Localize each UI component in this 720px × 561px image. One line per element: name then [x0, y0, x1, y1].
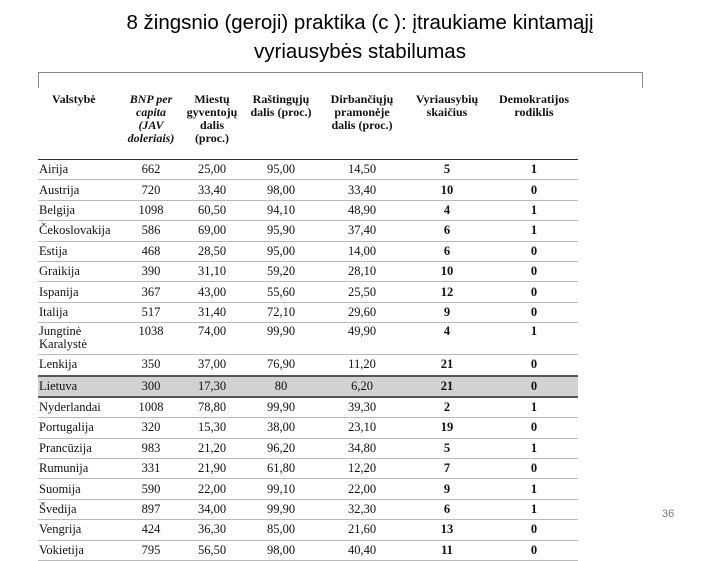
- data-table: [38, 93, 578, 561]
- cell-democracy: 1: [490, 160, 578, 180]
- cell-democracy: 0: [490, 376, 578, 397]
- cell-industry: 48,90: [320, 200, 404, 220]
- header-governments: Vyriausybių skaičius: [404, 93, 490, 160]
- cell-urban: 31,40: [182, 302, 242, 322]
- cell-literate: 55,60: [242, 282, 320, 302]
- cell-literate: 95,00: [242, 241, 320, 261]
- cell-urban: 15,30: [182, 418, 242, 438]
- cell-country: Lenkija: [38, 355, 120, 376]
- cell-bnp: 586: [120, 221, 182, 241]
- cell-governments: 19: [404, 418, 490, 438]
- cell-literate: 61,80: [242, 459, 320, 479]
- header-urban: Miestų gyventojų dalis (proc.): [182, 93, 242, 160]
- cell-country: Suomija: [38, 479, 120, 499]
- cell-governments: 10: [404, 261, 490, 281]
- header-bnp: BNP per capita (JAV doleriais): [120, 93, 182, 160]
- table-row: [38, 261, 578, 281]
- cell-bnp: 590: [120, 479, 182, 499]
- cell-urban: 69,00: [182, 221, 242, 241]
- cell-democracy: 1: [490, 200, 578, 220]
- cell-country: Ispanija: [38, 282, 120, 302]
- cell-democracy: 0: [490, 520, 578, 540]
- header-industry: Dirbančiųjų pramonėje dalis (proc.): [320, 93, 404, 160]
- cell-literate: 80: [242, 376, 320, 397]
- table-row: [38, 540, 578, 560]
- cell-urban: 17,30: [182, 376, 242, 397]
- cell-country: Nyderlandai: [38, 397, 120, 418]
- cell-industry: 22,00: [320, 479, 404, 499]
- cell-literate: 85,00: [242, 520, 320, 540]
- cell-literate: 59,20: [242, 261, 320, 281]
- cell-urban: 21,20: [182, 438, 242, 458]
- cell-democracy: 0: [490, 459, 578, 479]
- cell-urban: 74,00: [182, 323, 242, 355]
- cell-industry: 32,30: [320, 499, 404, 519]
- cell-governments: 6: [404, 499, 490, 519]
- cell-governments: 6: [404, 221, 490, 241]
- cell-governments: 13: [404, 520, 490, 540]
- cell-urban: 37,00: [182, 355, 242, 376]
- table-row: [38, 180, 578, 200]
- cell-governments: 5: [404, 160, 490, 180]
- table-row: [38, 479, 578, 499]
- header-literate: Raštingųjų dalis (proc.): [242, 93, 320, 160]
- cell-literate: 95,90: [242, 221, 320, 241]
- cell-democracy: 1: [490, 397, 578, 418]
- cell-democracy: 0: [490, 418, 578, 438]
- cell-bnp: 320: [120, 418, 182, 438]
- cell-democracy: 0: [490, 302, 578, 322]
- slide-title-line-2: vyriausybės stabilumas: [254, 40, 466, 63]
- cell-country: Estija: [38, 241, 120, 261]
- cell-country: Jungtinė Karalystė: [38, 323, 120, 355]
- cell-governments: 7: [404, 459, 490, 479]
- cell-industry: 33,40: [320, 180, 404, 200]
- cell-industry: 39,30: [320, 397, 404, 418]
- cell-literate: 98,00: [242, 540, 320, 560]
- cell-bnp: 1008: [120, 397, 182, 418]
- table-row: [38, 459, 578, 479]
- cell-literate: 99,90: [242, 397, 320, 418]
- cell-industry: 49,90: [320, 323, 404, 355]
- cell-bnp: 424: [120, 520, 182, 540]
- cell-governments: 21: [404, 355, 490, 376]
- cell-country: Prancūzija: [38, 438, 120, 458]
- cell-industry: 11,20: [320, 355, 404, 376]
- cell-democracy: 1: [490, 479, 578, 499]
- cell-democracy: 0: [490, 180, 578, 200]
- cell-literate: 38,00: [242, 418, 320, 438]
- cell-urban: 78,80: [182, 397, 242, 418]
- cell-country: Lietuva: [38, 376, 120, 397]
- cell-governments: 4: [404, 323, 490, 355]
- cell-bnp: 468: [120, 241, 182, 261]
- cell-governments: 21: [404, 376, 490, 397]
- table-row: [38, 397, 578, 418]
- cell-industry: 12,20: [320, 459, 404, 479]
- cell-governments: 9: [404, 302, 490, 322]
- cell-country: Austrija: [38, 180, 120, 200]
- cell-democracy: 1: [490, 221, 578, 241]
- cell-democracy: 0: [490, 355, 578, 376]
- cell-bnp: 517: [120, 302, 182, 322]
- table-row: [38, 221, 578, 241]
- cell-country: Švedija: [38, 499, 120, 519]
- header-democracy: Demokratijos rodiklis: [490, 93, 578, 160]
- cell-governments: 12: [404, 282, 490, 302]
- cell-urban: 36,30: [182, 520, 242, 540]
- table-row: [38, 499, 578, 519]
- cell-democracy: 1: [490, 323, 578, 355]
- table-row: [38, 302, 578, 322]
- cell-democracy: 0: [490, 261, 578, 281]
- cell-bnp: 1038: [120, 323, 182, 355]
- cell-urban: 60,50: [182, 200, 242, 220]
- cell-democracy: 0: [490, 282, 578, 302]
- cell-governments: 6: [404, 241, 490, 261]
- cell-country: Vokietija: [38, 540, 120, 560]
- table-header-row: [38, 93, 578, 160]
- cell-urban: 33,40: [182, 180, 242, 200]
- cell-urban: 34,00: [182, 499, 242, 519]
- cell-literate: 94,10: [242, 200, 320, 220]
- cell-urban: 31,10: [182, 261, 242, 281]
- slide-title-line-1: 8 žingsnio (geroji) praktika (c ): įtraukiame kintamąjį: [126, 11, 594, 34]
- cell-literate: 99,90: [242, 323, 320, 355]
- table-row: [38, 438, 578, 458]
- cell-governments: 5: [404, 438, 490, 458]
- cell-literate: 95,00: [242, 160, 320, 180]
- cell-democracy: 0: [490, 241, 578, 261]
- cell-governments: 11: [404, 540, 490, 560]
- cell-literate: 96,20: [242, 438, 320, 458]
- cell-industry: 23,10: [320, 418, 404, 438]
- cell-bnp: 1098: [120, 200, 182, 220]
- cell-industry: 14,00: [320, 241, 404, 261]
- page-number: 36: [662, 508, 675, 520]
- cell-country: Italija: [38, 302, 120, 322]
- table-row: [38, 200, 578, 220]
- cell-democracy: 0: [490, 540, 578, 560]
- cell-urban: 56,50: [182, 540, 242, 560]
- cell-bnp: 367: [120, 282, 182, 302]
- cell-bnp: 350: [120, 355, 182, 376]
- cell-industry: 6,20: [320, 376, 404, 397]
- cell-bnp: 897: [120, 499, 182, 519]
- cell-industry: 40,40: [320, 540, 404, 560]
- header-country: Valstybė: [38, 93, 120, 160]
- slide-title: [0, 8, 720, 66]
- cell-industry: 28,10: [320, 261, 404, 281]
- cell-industry: 29,60: [320, 302, 404, 322]
- table-row: [38, 160, 578, 180]
- cell-democracy: 1: [490, 499, 578, 519]
- cell-bnp: 390: [120, 261, 182, 281]
- cell-urban: 22,00: [182, 479, 242, 499]
- table-frame: [38, 72, 643, 88]
- cell-urban: 25,00: [182, 160, 242, 180]
- cell-country: Graikija: [38, 261, 120, 281]
- cell-bnp: 331: [120, 459, 182, 479]
- cell-urban: 43,00: [182, 282, 242, 302]
- cell-democracy: 1: [490, 438, 578, 458]
- table-row: [38, 282, 578, 302]
- cell-literate: 99,90: [242, 499, 320, 519]
- cell-bnp: 795: [120, 540, 182, 560]
- cell-literate: 98,00: [242, 180, 320, 200]
- cell-literate: 76,90: [242, 355, 320, 376]
- table-row: [38, 418, 578, 438]
- table-row: [38, 355, 578, 376]
- table-row: [38, 520, 578, 540]
- cell-bnp: 662: [120, 160, 182, 180]
- cell-governments: 4: [404, 200, 490, 220]
- cell-bnp: 720: [120, 180, 182, 200]
- cell-country: Belgija: [38, 200, 120, 220]
- cell-industry: 34,80: [320, 438, 404, 458]
- cell-urban: 28,50: [182, 241, 242, 261]
- cell-country: Čekoslovakija: [38, 221, 120, 241]
- table-row: [38, 376, 578, 397]
- cell-governments: 2: [404, 397, 490, 418]
- cell-governments: 9: [404, 479, 490, 499]
- table-row: [38, 241, 578, 261]
- cell-industry: 14,50: [320, 160, 404, 180]
- cell-industry: 21,60: [320, 520, 404, 540]
- cell-literate: 72,10: [242, 302, 320, 322]
- cell-urban: 21,90: [182, 459, 242, 479]
- cell-industry: 25,50: [320, 282, 404, 302]
- cell-bnp: 983: [120, 438, 182, 458]
- cell-country: Airija: [38, 160, 120, 180]
- table-row: [38, 323, 578, 355]
- cell-country: Vengrija: [38, 520, 120, 540]
- cell-governments: 10: [404, 180, 490, 200]
- cell-literate: 99,10: [242, 479, 320, 499]
- cell-industry: 37,40: [320, 221, 404, 241]
- cell-country: Rumunija: [38, 459, 120, 479]
- cell-country: Portugalija: [38, 418, 120, 438]
- cell-bnp: 300: [120, 376, 182, 397]
